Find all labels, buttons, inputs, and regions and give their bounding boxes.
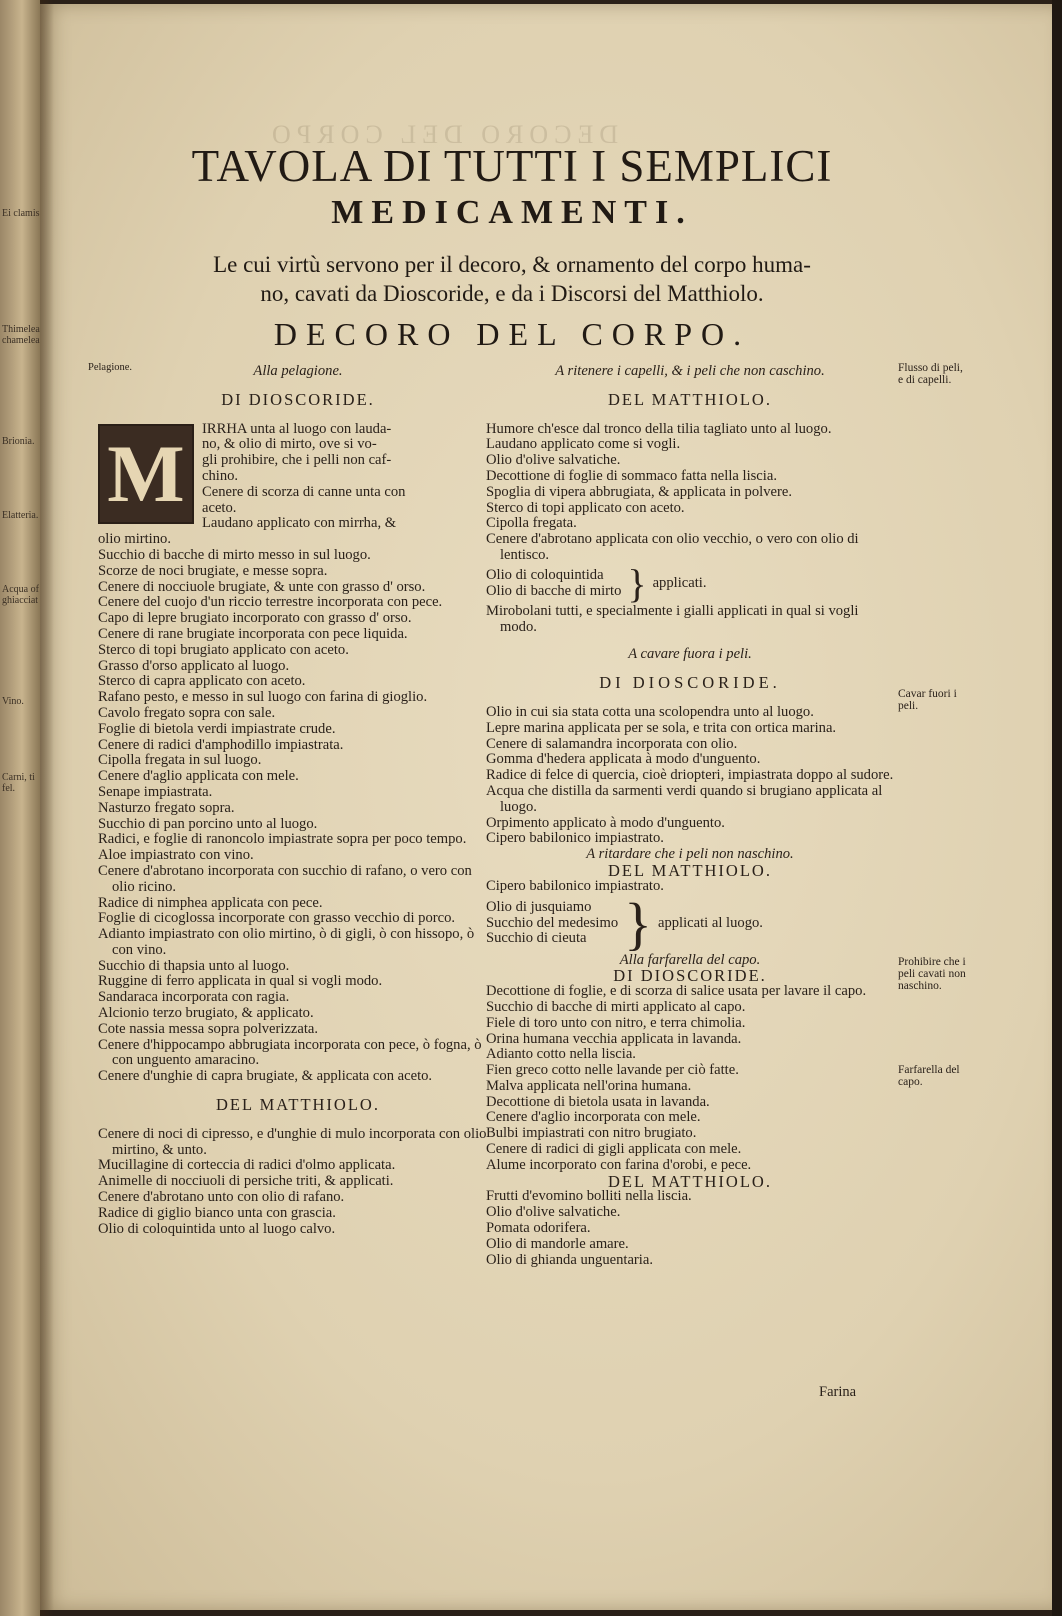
right-margin-note: Prohibire che i peli cavati non naschino. xyxy=(898,956,966,992)
entry-line: Cenere d'abrotano incorporata con succhio di rafano, o vero con olio ricino. xyxy=(98,862,472,895)
right-heading-3: A ritardare che i peli non naschino. xyxy=(586,846,794,863)
entry-line: Olio di ghianda unguentaria. xyxy=(486,1251,653,1268)
brace-symbol: } xyxy=(624,890,652,956)
previous-page-edge xyxy=(0,0,40,1616)
prev-margin-note: Brionia. xyxy=(2,436,35,447)
bleed-through-text: DECORO DEL CORPO xyxy=(266,120,619,149)
left-heading: Alla pelagione. xyxy=(253,363,343,379)
text-line: IRRHA unta al luogo con lauda- xyxy=(202,420,392,437)
page-gutter-shadow xyxy=(40,0,54,1616)
decorated-initial xyxy=(98,424,194,524)
right-heading: A ritenere i capelli, & i peli che non caschino. xyxy=(555,363,825,379)
entry-line: Cenere di nocciuole brugiate, & unte con grasso d' orso. xyxy=(98,578,426,595)
brace-item: Olio di coloquintida xyxy=(486,566,604,583)
right-entries-4 xyxy=(486,984,894,1174)
entry-line: Bulbi impiastrati con nitro brugiato. xyxy=(486,1125,697,1142)
left-section-matthiolo: DEL MATTHIOLO. xyxy=(216,1095,380,1115)
text-line: Laudano applicato con mirrha, & xyxy=(202,515,397,532)
subtitle-line: no, cavati da Dioscoride, e da i Discorsi del Matthiolo. xyxy=(260,281,764,306)
entry-line: Adianto impiastrato con olio mirtino, ò di gigli, ò con hissopo, ò con vino. xyxy=(98,926,475,958)
entry-line: Gomma d'hedera applicata à modo d'unguento. xyxy=(486,751,761,768)
prev-margin-note: Elatteria. xyxy=(2,510,39,521)
entry-line: Pomata odorifera. xyxy=(486,1220,591,1237)
entry-line: Grasso d'orso applicato al luogo. xyxy=(98,657,290,674)
right-margin-note: Cavar fuori i peli. xyxy=(898,688,957,712)
entry-line: Succhio di bacche di mirti applicato al capo. xyxy=(486,998,746,1015)
entry-line: Rafano pesto, e messo in sul luogo con farina di gioglio. xyxy=(98,689,428,706)
entry-line: Radice di felce di quercia, cioè driopteri, impiastrata doppo al sudore. xyxy=(486,767,894,784)
page-subtitle xyxy=(6,250,1018,308)
brace-item: Succhio del medesimo xyxy=(486,914,619,931)
brace-label: applicati al luogo. xyxy=(657,914,763,931)
left-entries xyxy=(98,548,498,1085)
entry-line: Cipolla fregata in sul luogo. xyxy=(98,752,262,769)
left-section-dioscoride: DI DIOSCORIDE. xyxy=(221,389,375,409)
brace-group-1 xyxy=(486,560,894,606)
entry-line: Succhio di thapsia unto al luogo. xyxy=(98,957,290,974)
brace-item: Olio di bacche di mirto xyxy=(486,582,622,599)
entry-line: Foglie di bietola verdi impiastrate crude. xyxy=(98,720,336,737)
right-section-matthiolo-2: DEL MATTHIOLO. xyxy=(608,860,772,880)
right-section-dioscoride-2: DI DIOSCORIDE. xyxy=(613,966,767,986)
entry-line: Sterco di topi applicato con aceto. xyxy=(486,499,685,516)
entry-line: Cenere di noci di cipresso, e d'unghie di mulo incorporata con olio mirtino, & unto. xyxy=(98,1125,487,1158)
entry-line: Fiele di toro unto con nitro, e terra chimolia. xyxy=(486,1014,746,1031)
entry-line: Adianto cotto nella liscia. xyxy=(486,1046,636,1063)
entry-line: Cenere del cuojo d'un riccio terrestre incorporata con pece. xyxy=(98,594,443,611)
entry-line: Cipero babilonico impiastrato. xyxy=(486,830,664,847)
entry-line: Animelle di nocciuoli di persiche triti, & applicati. xyxy=(98,1173,394,1190)
text-line: gli prohibire, che i pelli non caf- xyxy=(202,452,392,469)
entry-line: Humore ch'esce dal tronco della tilia tagliato unto al luogo. xyxy=(486,420,832,437)
entry-line: Cenere di rane brugiate incorporata con pece liquida. xyxy=(98,625,408,642)
entry-line: Sandaraca incorporata con ragia. xyxy=(98,989,290,1006)
prev-margin-note: Acqua of ghiacciat xyxy=(2,584,39,606)
right-margin-note: Farfarella del capo. xyxy=(898,1064,960,1088)
text-line: Cenere di scorza di canne unta con xyxy=(202,483,406,500)
right-heading-2: A cavare fuora i peli. xyxy=(628,646,752,663)
right-edge xyxy=(1052,0,1062,1616)
entry-line: Malva applicata nell'orina humana. xyxy=(486,1077,692,1094)
right-entries-5 xyxy=(486,1189,894,1268)
brace-symbol: } xyxy=(627,560,647,606)
subtitle-line: Le cui virtù servono per il decoro, & ornamento del corpo huma- xyxy=(213,252,811,277)
prev-margin-note: Carni, ti fel. xyxy=(2,772,35,794)
entry-line: Olio di coloquintida unto al luogo calvo. xyxy=(98,1220,336,1237)
page-title-2: MEDICAMENTI. xyxy=(331,194,693,231)
entry-line: Olio d'olive salvatiche. xyxy=(486,1204,621,1221)
entry-line: Laudano applicato come si vogli. xyxy=(486,436,681,453)
entry-line: Alume incorporato con farina d'orobi, e pece. xyxy=(486,1156,752,1173)
section-title: DECORO DEL CORPO. xyxy=(273,316,751,352)
text-line: olio mirtino. xyxy=(98,531,171,548)
entry-line: Radici, e foglie di ranoncolo impiastrate sopra per poco tempo. xyxy=(98,831,467,848)
text-line: no, & olio di mirto, ove si vo- xyxy=(202,436,377,453)
entry-line: Fien greco cotto nelle lavande per ciò fatte. xyxy=(486,1062,739,1079)
right-margin-note: Flusso di peli, e di capelli. xyxy=(898,362,963,386)
right-section-dioscoride: DI DIOSCORIDE. xyxy=(599,673,781,693)
brace-label: applicati. xyxy=(652,574,707,591)
left-column xyxy=(98,364,498,1237)
entry-line: Senape impiastrata. xyxy=(98,783,213,800)
left-entries-2 xyxy=(98,1127,498,1238)
page-title: TAVOLA DI TUTTI I SEMPLICI xyxy=(191,141,833,191)
entry-line: Olio d'olive salvatiche. xyxy=(486,452,621,469)
entry-line: Succhio di bacche di mirto messo in sul luogo. xyxy=(98,546,371,563)
left-margin-note: Pelagione. xyxy=(88,362,133,373)
right-entries-3 xyxy=(486,879,894,895)
entry-line: Cenere d'abrotano unto con olio di rafano. xyxy=(98,1189,345,1206)
brace-group-2 xyxy=(486,890,894,956)
entry-line: Cenere di radici d'amphodillo impiastrata. xyxy=(98,736,344,753)
entry-line: Mucillagine di corteccia di radici d'olmo applicata. xyxy=(98,1157,396,1174)
entry-line: Succhio di pan porcino unto al luogo. xyxy=(98,815,318,832)
entry-line: Cipolla fregata. xyxy=(486,515,577,532)
entry-line: Lepre marina applicata per se sola, e trita con ortica marina. xyxy=(486,719,837,736)
entry-line: Sterco di topi brugiato applicato con aceto. xyxy=(98,641,349,658)
book-page xyxy=(40,4,1052,1610)
entry-line: Acqua che distilla da sarmenti verdi quando si brugiano applicata al luogo. xyxy=(486,782,883,815)
entry-line: Cenere d'aglio incorporata con mele. xyxy=(486,1109,701,1126)
prev-margin-note: Vino. xyxy=(2,696,24,707)
entry-line: Decottione di foglie, e di scorza di salice usata per lavare il capo. xyxy=(486,983,867,1000)
entry-line: Cipero babilonico impiastrato. xyxy=(486,877,664,894)
text-line: aceto. xyxy=(202,499,237,516)
brace-item: Olio di jusquiamo xyxy=(486,898,592,915)
entry-line: Scorze de noci brugiate, e messe sopra. xyxy=(98,562,328,579)
entry-line: Mirobolani tutti, e specialmente i gialli applicati in qual si vogli modo. xyxy=(486,602,859,635)
entry-line: Orpimento applicato à modo d'unguento. xyxy=(486,814,725,831)
entry-line: Cenere d'aglio applicata con mele. xyxy=(98,768,299,785)
entry-line: Olio di mandorle amare. xyxy=(486,1235,629,1252)
entry-line: Alcionio terzo brugiato, & applicato. xyxy=(98,1005,314,1022)
catchword: Farina xyxy=(819,1384,857,1400)
entry-line: Cenere di radici di gigli applicata con mele. xyxy=(486,1141,742,1158)
entry-line: Aloe impiastrato con vino. xyxy=(98,847,254,864)
entry-line: Radice di giglio bianco unta con grascia. xyxy=(98,1204,336,1221)
entry-line: Cenere d'hippocampo abbrugiata incorporata con pece, ò fogna, ò con unguento amaracino. xyxy=(98,1036,482,1069)
entry-line: Cote nassia messa sopra polverizzata. xyxy=(98,1020,319,1037)
right-section-matthiolo-3: DEL MATTHIOLO. xyxy=(608,1171,772,1191)
brace-item: Succhio di cieuta xyxy=(486,930,587,947)
entry-line: Olio in cui sia stata cotta una scolopendra unto al luogo. xyxy=(486,703,814,720)
entry-line: Sterco di capra applicato con aceto. xyxy=(98,673,306,690)
entry-line: Orina humana vecchia applicata in lavanda. xyxy=(486,1030,742,1047)
entry-line: Foglie di cicoglossa incorporate con grasso vecchio di porco. xyxy=(98,910,456,927)
entry-line: Nasturzo fregato sopra. xyxy=(98,799,235,816)
right-entries xyxy=(486,422,894,564)
dropcap-letter: M xyxy=(107,427,185,519)
entry-line: Radice di nimphea applicata con pece. xyxy=(98,894,323,911)
right-column xyxy=(486,364,894,1268)
right-section-matthiolo: DEL MATTHIOLO. xyxy=(608,389,772,409)
entry-line: Spoglia di vipera abbrugiata, & applicata in polvere. xyxy=(486,483,792,500)
prev-margin-note: Ei clamis xyxy=(2,208,40,219)
prev-margin-note: Thimelea chamelea xyxy=(2,324,40,346)
right-entries-2 xyxy=(486,705,894,847)
entry-line: Frutti d'evomino bolliti nella liscia. xyxy=(486,1188,692,1205)
entry-line: Decottione di foglie di sommaco fatta nella liscia. xyxy=(486,467,777,484)
right-heading-4: Alla farfarella del capo. xyxy=(619,951,761,968)
entry-line: Decottione di bietola usata in lavanda. xyxy=(486,1093,710,1110)
entry-line: Cenere d'abrotano applicata con olio vecchio, o vero con olio di lentisco. xyxy=(486,531,859,563)
entry-line: Cenere di salamandra incorporata con olio. xyxy=(486,735,738,752)
entry-line: Capo di lepre brugiato incorporato con grasso d' orso. xyxy=(98,610,412,627)
entry-line: Cenere d'unghie di capra brugiate, & applicata con aceto. xyxy=(98,1068,433,1085)
text-line: chino. xyxy=(202,467,239,484)
right-entries-b xyxy=(486,604,894,636)
entry-line: Ruggine di ferro applicata in qual si vogli modo. xyxy=(98,973,383,990)
entry-line: Cavolo fregato sopra con sale. xyxy=(98,704,276,721)
